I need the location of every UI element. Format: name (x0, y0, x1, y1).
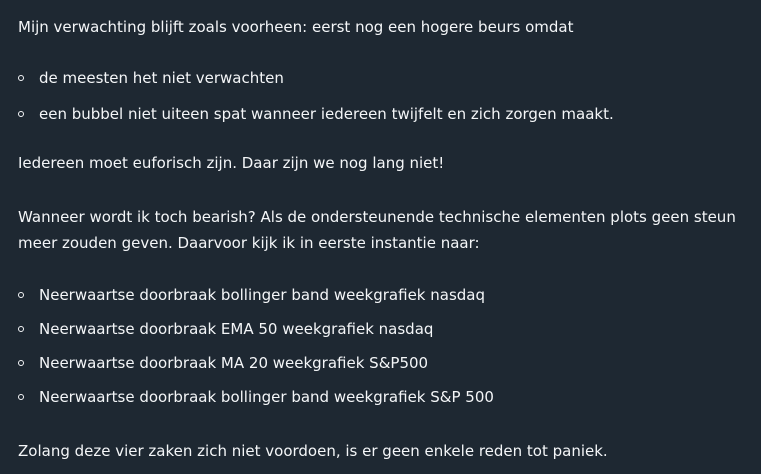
circle-bullet-icon (18, 292, 24, 298)
euphoria-paragraph: Iedereen moet euforisch zijn. Daar zijn we nog lang niet! (18, 154, 445, 172)
list-item (18, 282, 753, 308)
intro-paragraph: Mijn verwachting blijft zoals voorheen: eerst nog een hogere beurs omdat (18, 18, 574, 36)
list-item-text: Neerwaartse doorbraak bollinger band weekgrafiek nasdaq (39, 286, 486, 304)
list-item-text: Neerwaartse doorbraak EMA 50 weekgrafiek nasdaq (39, 320, 434, 338)
list-item (18, 65, 753, 91)
list-item (18, 101, 753, 127)
bearish-paragraph: Wanneer wordt ik toch bearish? Als de ondersteunende technische elementen plots geen steun meer zouden geven. Daarvoor kijk ik in eerste instantie naar: (18, 208, 736, 252)
circle-bullet-icon (18, 111, 24, 117)
circle-bullet-icon (18, 326, 24, 332)
list-item (18, 316, 753, 342)
circle-bullet-icon (18, 394, 24, 400)
signals-list (18, 282, 753, 410)
list-item-text: de meesten het niet verwachten (39, 69, 284, 87)
list-item-text: Neerwaartse doorbraak MA 20 weekgrafiek S&P500 (39, 354, 429, 372)
list-item (18, 384, 753, 410)
list-item (18, 350, 753, 376)
conclusion-paragraph: Zolang deze vier zaken zich niet voordoen, is er geen enkele reden tot paniek. (18, 442, 608, 460)
circle-bullet-icon (18, 75, 24, 81)
reasons-list (18, 65, 753, 127)
circle-bullet-icon (18, 360, 24, 366)
list-item-text: Neerwaartse doorbraak bollinger band weekgrafiek S&P 500 (39, 388, 494, 406)
list-item-text: een bubbel niet uiteen spat wanneer iedereen twijfelt en zich zorgen maakt. (39, 105, 614, 123)
